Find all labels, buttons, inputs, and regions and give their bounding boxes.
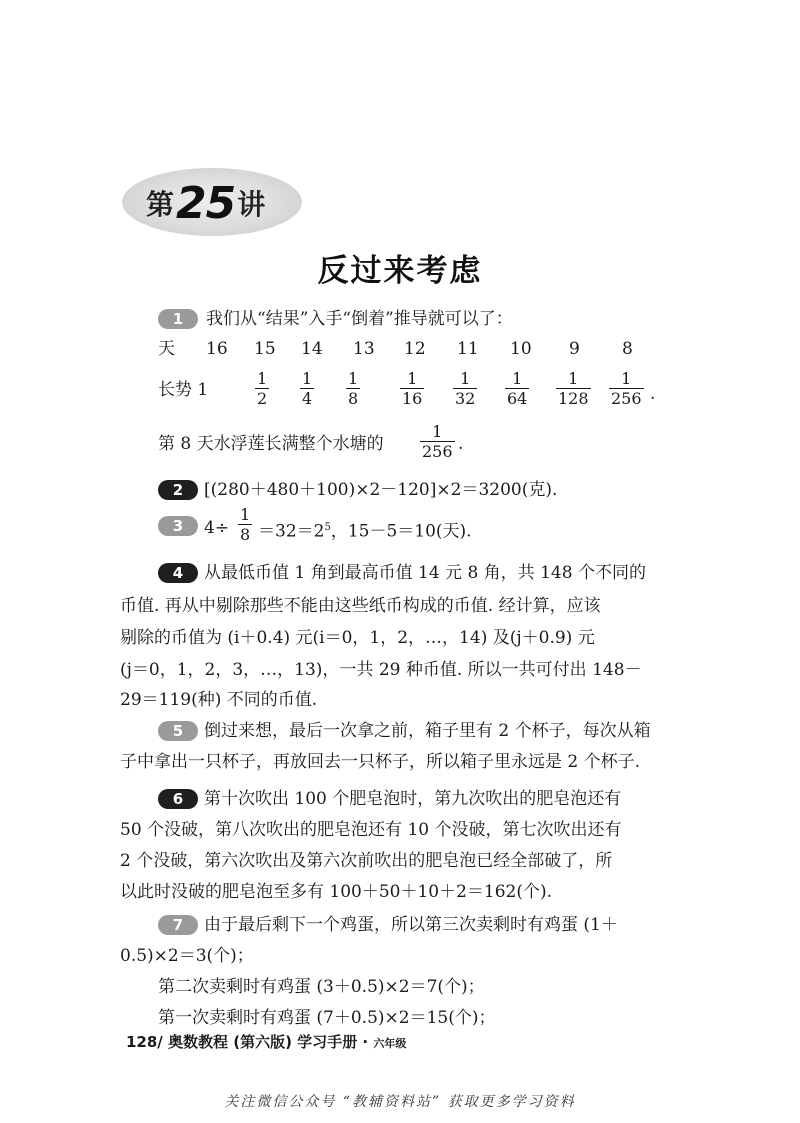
problem-7-line: 第二次卖剩时有鸡蛋 (3＋0.5)×2＝7(个)； [158,977,485,997]
problem-4-line: 剔除的币值为 (i＋0.4) 元(i＝0，1，2，…，14) 及(j＋0.9) 元 [120,628,595,648]
problem-5-line: 子中拿出一只杯子，再放回去一只杯子，所以箱子里永远是 2 个杯子. [120,752,641,772]
problem-4-line: 币值. 再从中剔除那些不能由这些纸币构成的币值. 经计算，应该 [120,596,601,616]
page-footer [126,1031,406,1052]
fraction-denominator: 128 [558,389,589,408]
problem-3-fraction [238,505,252,544]
fraction-denominator: 8 [348,389,359,408]
problem-7-badge: 7 [158,915,198,935]
problem-6-line: 第十次吹出 100 个肥皂泡时，第九次吹出的肥皂泡还有 [204,789,622,809]
growth-fraction [300,369,314,408]
lesson-badge [146,175,265,231]
growth-fraction [453,369,477,408]
problem-7-line: 0.5)×2＝3(个)； [120,946,254,966]
book-title: 奥数教程 (第六版) 学习手册 · [168,1033,369,1051]
day-value: 16 [206,339,228,359]
grade-label: 六年级 [373,1037,407,1050]
growth-first-value: 1 [197,380,209,400]
fraction-denominator: 8 [240,525,251,544]
lesson-suffix: 讲 [237,188,266,221]
fraction-numerator: 1 [432,422,443,441]
fraction-numerator: 1 [302,369,313,388]
growth-fraction [346,369,360,408]
growth-fraction [505,369,529,408]
fraction-denominator: 64 [507,389,528,408]
problem-7-line: 由于最后剩下一个鸡蛋，所以第三次卖剩时有鸡蛋 (1＋ [204,915,618,935]
fraction-numerator: 1 [257,369,268,388]
conclusion-end: . [458,434,464,454]
day-value: 9 [569,339,580,359]
fraction-denominator: 256 [611,389,642,408]
problem-6-line: 2 个没破，第六次吹出及第六次前吹出的肥皂泡已经全部破了，所 [120,851,613,871]
problem-3-mid: ＝32＝2 [258,521,325,542]
page-number: 128/ [126,1033,163,1051]
problem-6-line: 以此时没破的肥皂泡至多有 100＋50＋10＋2＝162(个). [120,882,553,902]
problem-3-badge: 3 [158,516,198,536]
problem-2-text: [(280＋480＋100)×2－120]×2＝3200(克). [204,480,558,500]
day-value: 8 [622,339,633,359]
problem-6-badge: 6 [158,789,198,809]
problem-3-rest [258,518,472,542]
growth-row-label [158,380,208,400]
conclusion-fraction [420,422,455,461]
day-value: 11 [457,339,479,359]
problem-4-line: 从最低币值 1 角到最高币值 14 元 8 角，共 148 个不同的 [204,563,646,583]
lesson-number: 25 [176,177,236,229]
day-value: 12 [404,339,426,359]
fraction-denominator: 2 [257,389,268,408]
growth-fraction [556,369,591,408]
growth-fraction [609,369,644,408]
growth-fraction [255,369,269,408]
problem-3-pre: 4÷ [204,518,230,538]
problem-1-conclusion: 第 8 天水浮莲长满整个水塘的 [158,434,384,454]
problem-1-badge: 1 [158,309,198,329]
problem-3-post: ，15－5＝10(天). [330,521,472,542]
fraction-denominator: 32 [455,389,476,408]
fraction-numerator: 1 [512,369,523,388]
day-row-label: 天 [158,339,175,359]
problem-4-line: (j＝0，1，2，3，…，13)，一共 29 种币值. 所以一共可付出 148－ [120,660,642,680]
day-value: 14 [301,339,323,359]
problem-4-line: 29＝119(种) 不同的币值. [120,690,318,710]
growth-fraction [400,369,424,408]
fraction-numerator: 1 [621,369,632,388]
growth-label-text: 长势 [158,380,192,400]
fraction-numerator: 1 [568,369,579,388]
day-value: 15 [254,339,276,359]
problem-5-badge: 5 [158,721,198,741]
problem-5-line: 倒过来想，最后一次拿之前，箱子里有 2 个杯子，每次从箱 [204,721,651,741]
fraction-numerator: 1 [407,369,418,388]
fraction-numerator: 1 [348,369,359,388]
fraction-numerator: 1 [240,505,251,524]
fraction-denominator: 256 [422,442,453,461]
problem-3-exponent: 5 [324,522,331,533]
problem-2-badge: 2 [158,480,198,500]
page-title: 反过来考虑 [317,253,483,289]
problem-4-badge: 4 [158,563,198,583]
day-value: 10 [510,339,532,359]
watermark: 关注微信公众号 “教辅资料站” 获取更多学习资料 [224,1094,576,1110]
fraction-denominator: 4 [302,389,313,408]
problem-1-intro: 我们从“结果”入手“倒着”推导就可以了： [206,309,513,329]
fraction-denominator: 16 [402,389,423,408]
growth-row-end: . [650,384,656,404]
problem-7-line: 第一次卖剩时有鸡蛋 (7＋0.5)×2＝15(个)； [158,1008,496,1028]
problem-6-line: 50 个没破，第八次吹出的肥皂泡还有 10 个没破，第七次吹出还有 [120,820,622,840]
fraction-numerator: 1 [460,369,471,388]
lesson-prefix: 第 [146,188,175,221]
day-value: 13 [353,339,375,359]
